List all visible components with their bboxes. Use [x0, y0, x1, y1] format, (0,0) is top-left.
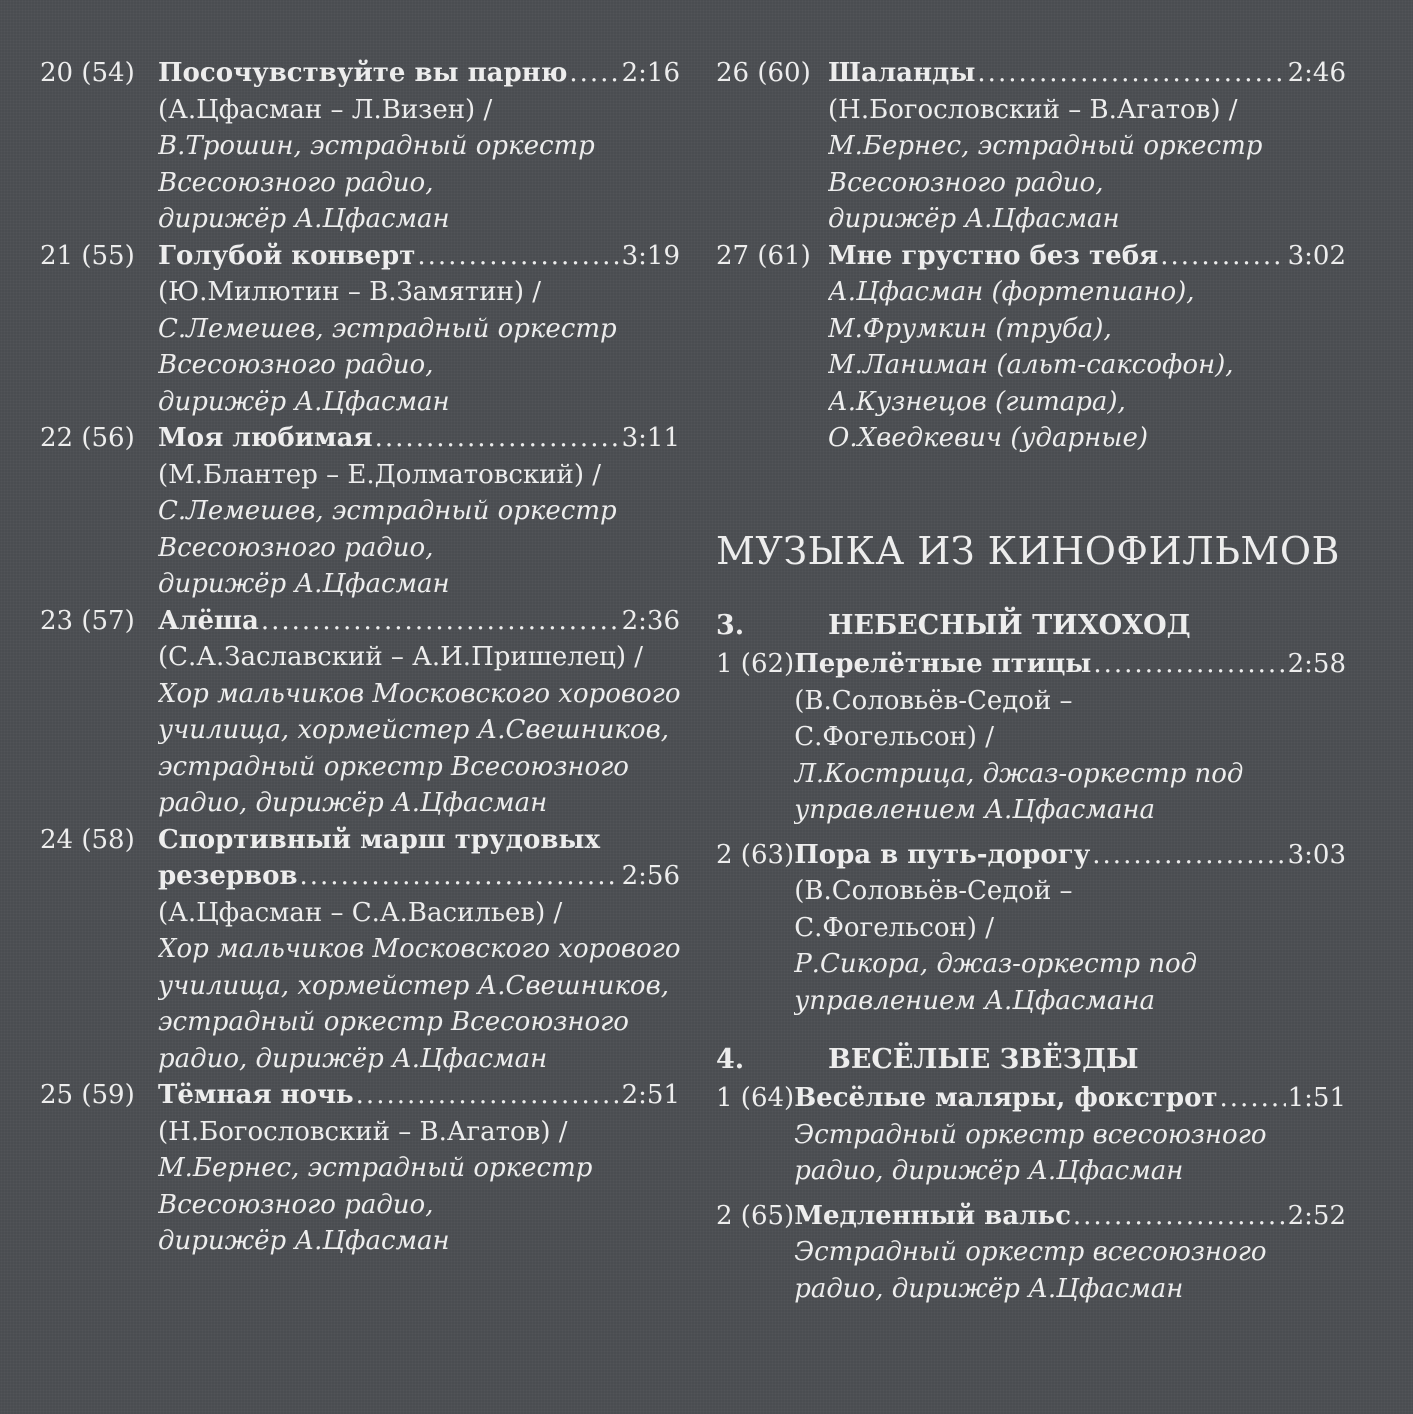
- track-title: Шаланды: [828, 58, 976, 88]
- track-title: резервов: [158, 861, 298, 891]
- film-track: [716, 646, 1346, 829]
- track-performers: дирижёр А.Цфасман: [158, 569, 450, 599]
- track-performers: дирижёр А.Цфасман: [828, 204, 1120, 234]
- leader-dots: [1093, 646, 1285, 683]
- track-credit: (Ю.Милютин – В.Замятин) /: [158, 277, 542, 307]
- track-title: Моя любимая: [158, 423, 373, 453]
- track-performers: радио, дирижёр А.Цфасман: [158, 788, 548, 818]
- track-performers: эстрадный оркестр Всесоюзного: [158, 751, 629, 782]
- track-performers: А.Цфасман (фортепиано),: [828, 277, 1195, 307]
- leader-dots: [977, 55, 1285, 92]
- film-title: НЕБЕСНЫЙ ТИХОХОД: [828, 610, 1191, 641]
- track-number: 1 (62): [716, 649, 795, 679]
- track-duration: 2:16: [621, 58, 680, 88]
- track-performers: М.Ланиман (альт-саксофон),: [828, 350, 1234, 380]
- track-title-row: [158, 238, 680, 275]
- track-duration: 3:02: [1287, 240, 1346, 271]
- track-performers: дирижёр А.Цфасман: [158, 386, 450, 417]
- track-duration: 3:11: [621, 423, 680, 453]
- track-credit: (Н.Богословский – В.Агатов) /: [828, 94, 1238, 125]
- track-performers: училища, хормейстер А.Свешников,: [158, 715, 669, 745]
- track-number: 22 (56): [40, 423, 135, 453]
- track-number: 2 (63): [716, 839, 795, 870]
- track-title: Медленный вальс: [794, 1200, 1071, 1231]
- track-number: 21 (55): [40, 240, 135, 271]
- track-title: Алёша: [158, 605, 259, 636]
- track-duration: 2:46: [1287, 58, 1346, 88]
- track-performers: управлением А.Цфасмана: [794, 795, 1156, 825]
- film-heading: [716, 1040, 1346, 1080]
- track-performers: Хор мальчиков Московского хорового: [158, 678, 680, 709]
- track-performers: С.Лемешев, эстрадный оркестр: [158, 496, 617, 526]
- track-performers: Эстрадный оркестр всесоюзного: [794, 1237, 1267, 1267]
- left-column: [40, 55, 680, 1260]
- film-group-4: [716, 1040, 1346, 1307]
- track-title-row: [158, 1077, 680, 1114]
- leader-dots: [1092, 837, 1285, 874]
- track-duration: 2:56: [621, 861, 680, 891]
- track-duration: 3:19: [621, 240, 680, 271]
- track-performers: управлением А.Цфасмана: [794, 985, 1156, 1016]
- track-performers: В.Трошин, эстрадный оркестр: [158, 131, 595, 161]
- track-title-line1: Спортивный марш трудовых: [158, 824, 600, 855]
- track-title-row: [828, 238, 1346, 275]
- track-performers: радио, дирижёр А.Цфасман: [794, 1273, 1184, 1304]
- track-title: Мне грустно без тебя: [828, 240, 1159, 271]
- track-number: 25 (59): [40, 1080, 135, 1110]
- track-title-row: [794, 1080, 1346, 1117]
- track-duration: 2:52: [1287, 1200, 1346, 1231]
- track-credit: (Н.Богословский – В.Агатов) /: [158, 1116, 568, 1147]
- track-number: 1 (64): [716, 1083, 795, 1113]
- film-number: 4.: [716, 1044, 745, 1075]
- track-duration: 1:51: [1287, 1083, 1346, 1113]
- track-title: Перелётные птицы: [794, 649, 1092, 679]
- track-title: Тёмная ночь: [158, 1080, 354, 1110]
- track-performers: Всесоюзного радио,: [158, 1189, 434, 1220]
- track-performers: радио, дирижёр А.Цфасман: [158, 1043, 548, 1074]
- track-number: 26 (60): [716, 58, 811, 88]
- film-number: 3.: [716, 610, 745, 641]
- track-title-row: [794, 837, 1346, 874]
- track-title: Голубой конверт: [158, 240, 416, 271]
- right-column: [716, 55, 1346, 457]
- track-22: [40, 420, 680, 603]
- leader-dots: [569, 55, 619, 92]
- track-title-row: [158, 420, 680, 457]
- track-number: 2 (65): [716, 1200, 795, 1231]
- track-credit: (В.Соловьёв-Седой –: [794, 685, 1073, 716]
- track-performers: дирижёр А.Цфасман: [158, 204, 450, 234]
- track-21: [40, 238, 680, 421]
- track-credit: (А.Цфасман – Л.Визен) /: [158, 94, 493, 125]
- track-performers: радио, дирижёр А.Цфасман: [794, 1156, 1184, 1186]
- track-performers: Всесоюзного радио,: [158, 350, 434, 380]
- section-title: МУЗЫКА ИЗ КИНОФИЛЬМОВ: [716, 529, 1340, 573]
- track-duration: 2:51: [621, 1080, 680, 1110]
- film-heading: [716, 606, 1346, 646]
- track-20: [40, 55, 680, 238]
- track-credit: (А.Цфасман – С.А.Васильев) /: [158, 897, 563, 928]
- track-performers: Всесоюзного радио,: [828, 167, 1104, 198]
- track-credit: (С.А.Заславский – А.И.Пришелец) /: [158, 642, 644, 672]
- track-23: [40, 603, 680, 822]
- track-performers: Всесоюзного радио,: [158, 167, 434, 198]
- track-credit: (В.Соловьёв-Седой –: [794, 876, 1073, 906]
- track-performers: Всесоюзного радио,: [158, 532, 434, 563]
- track-title-row: [794, 1198, 1346, 1235]
- track-title-row: [828, 55, 1346, 92]
- track-performers: С.Лемешев, эстрадный оркестр: [158, 313, 617, 344]
- track-number: 24 (58): [40, 824, 135, 855]
- leader-dots: [261, 603, 620, 640]
- track-title: Весёлые маляры, фокстрот: [794, 1083, 1218, 1113]
- leader-dots: [417, 238, 619, 275]
- track-duration: 2:58: [1287, 649, 1346, 679]
- track-performers: М.Фрумкин (труба),: [828, 313, 1112, 344]
- track-27: [716, 238, 1346, 457]
- track-duration: 2:36: [621, 605, 680, 636]
- track-credit: С.Фогельсон) /: [794, 912, 994, 943]
- film-track: [716, 1080, 1346, 1190]
- track-performers: Л.Кострица, джаз-оркестр под: [794, 758, 1244, 789]
- track-performers: Хор мальчиков Московского хорового: [158, 934, 680, 964]
- leader-dots: [1160, 238, 1285, 275]
- track-title-row: [158, 55, 680, 92]
- track-title-row: [158, 603, 680, 640]
- track-title-row: [158, 858, 680, 895]
- track-performers: М.Бернес, эстрадный оркестр: [828, 131, 1263, 161]
- leader-dots: [1220, 1080, 1286, 1117]
- track-performers: Р.Сикора, джаз-оркестр под: [794, 949, 1198, 979]
- track-title: Пора в путь-дорогу: [794, 839, 1091, 870]
- track-number: 27 (61): [716, 240, 811, 271]
- film-track: [716, 1198, 1346, 1308]
- film-track: [716, 837, 1346, 1020]
- track-duration: 3:03: [1287, 839, 1346, 870]
- track-26: [716, 55, 1346, 238]
- film-title: ВЕСЁЛЫЕ ЗВЁЗДЫ: [828, 1044, 1139, 1075]
- track-performers: А.Кузнецов (гитара),: [828, 386, 1126, 417]
- leader-dots: [300, 858, 620, 895]
- track-performers: дирижёр А.Цфасман: [158, 1226, 450, 1256]
- track-24: [40, 822, 680, 1078]
- track-title: Посочувствуйте вы парню: [158, 58, 568, 88]
- track-performers: училища, хормейстер А.Свешников,: [158, 970, 669, 1001]
- track-credit: (М.Блантер – Е.Долматовский) /: [158, 459, 602, 490]
- leader-dots: [1073, 1198, 1286, 1235]
- track-number: 23 (57): [40, 605, 135, 636]
- track-performers: Эстрадный оркестр всесоюзного: [794, 1119, 1267, 1150]
- track-credit: С.Фогельсон) /: [794, 722, 994, 752]
- track-25: [40, 1077, 680, 1260]
- track-performers: эстрадный оркестр Всесоюзного: [158, 1007, 629, 1037]
- leader-dots: [356, 1077, 620, 1114]
- track-number: 20 (54): [40, 58, 135, 88]
- track-title-row: [794, 646, 1346, 683]
- track-performers: М.Бернес, эстрадный оркестр: [158, 1153, 593, 1183]
- track-performers: О.Хведкевич (ударные): [828, 423, 1148, 453]
- leader-dots: [375, 420, 620, 457]
- film-group-3: [716, 606, 1346, 1019]
